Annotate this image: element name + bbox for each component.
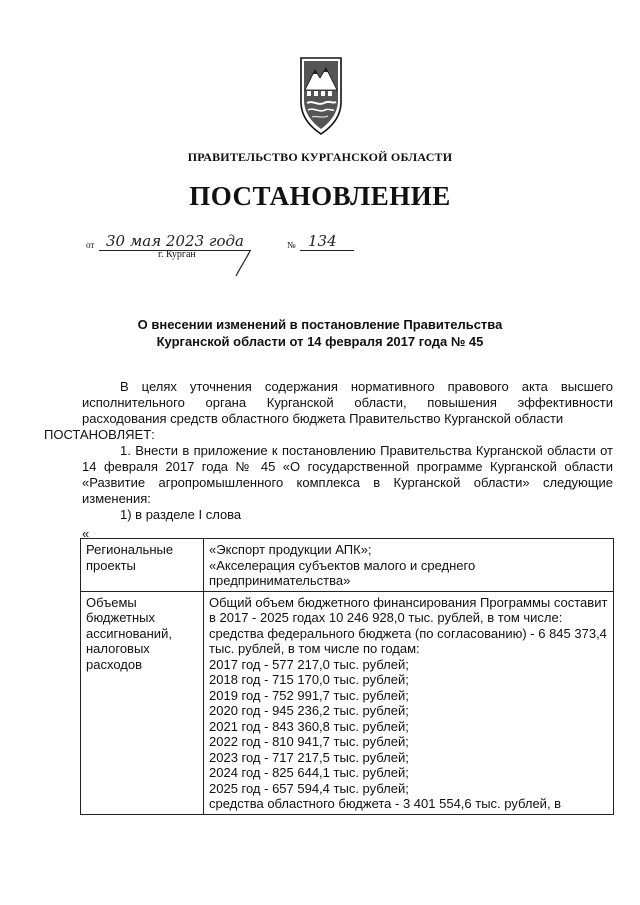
funding-year-line: 2024 год - 825 644,1 тыс. рублей; bbox=[209, 765, 409, 780]
preamble-text: В целях уточнения содержания нормативного правового акта высшего исполнительного органа Курганской области, повышения эффективности расходования средств областного бюджета Правительство Курганской области bbox=[82, 379, 613, 426]
date-prefix: от bbox=[86, 240, 95, 250]
table-row bbox=[81, 539, 614, 592]
city-label: г. Курган bbox=[158, 249, 196, 260]
number-underline bbox=[300, 250, 354, 251]
table-cell-value bbox=[204, 539, 614, 592]
funding-year-line: 2018 год - 715 170,0 тыс. рублей; bbox=[209, 672, 409, 687]
funding-year-line: 2023 год - 717 217,5 тыс. рублей; bbox=[209, 749, 409, 765]
handwritten-stroke bbox=[228, 250, 258, 278]
funding-total: Общий объем бюджетного финансирования Программы составит в 2017 - 2025 годах 10 246 928,0 тыс. рублей, в том числе: bbox=[209, 594, 608, 625]
funding-year-line: 2022 год - 810 941,7 тыс. рублей; bbox=[209, 734, 409, 749]
funding-year-line: 2020 год - 945 236,2 тыс. рублей; bbox=[209, 703, 409, 718]
document-type-title: ПОСТАНОВЛЕНИЕ bbox=[189, 181, 451, 211]
coat-of-arms-emblem bbox=[298, 56, 344, 136]
funding-federal: средства федерального бюджета (по согласованию) - 6 845 373,4 тыс. рублей, в том числе по годам: bbox=[209, 625, 607, 656]
document-subject bbox=[0, 316, 640, 350]
table-cell-label: Объемы бюджетных ассигнований, налоговых расходов bbox=[81, 591, 204, 814]
opening-quote: « bbox=[82, 526, 90, 541]
decree-word: ПОСТАНОВЛЯЕТ: bbox=[44, 427, 155, 442]
table-cell-value bbox=[204, 591, 614, 814]
funding-year-line: 2025 год - 657 594,4 тыс. рублей; bbox=[209, 780, 409, 796]
program-passport-table bbox=[80, 538, 614, 815]
regional-project-item: «Акселерация субъектов малого и среднего предпринимательства» bbox=[209, 557, 476, 588]
funding-year-line: 2017 год - 577 217,0 тыс. рублей; bbox=[209, 656, 409, 672]
subject-line-2: Курганской области от 14 февраля 2017 года № 45 bbox=[156, 334, 484, 349]
handwritten-number: 134 bbox=[308, 232, 337, 250]
subject-line-1: О внесении изменений в постановление Правительства bbox=[137, 317, 503, 332]
regional-project-item: «Экспорт продукции АПК»; bbox=[209, 542, 372, 557]
organization-title: ПРАВИТЕЛЬСТВО КУРГАНСКОЙ ОБЛАСТИ bbox=[187, 150, 453, 164]
item-1-paragraph: 1. Внести в приложение к постановлению Правительства Курганской области от 14 февраля 2017 года № 45 «О государственной программе Курганской области «Развитие агропромышленного комплекса в Курганской области» следующие изменения: bbox=[82, 443, 613, 506]
preamble-paragraph bbox=[44, 379, 613, 443]
funding-year-line: 2019 год - 752 991,7 тыс. рублей; bbox=[209, 687, 409, 703]
handwritten-date: 30 мая 2023 года bbox=[106, 232, 244, 250]
funding-regional: средства областного бюджета - 3 401 554,6 тыс. рублей, в bbox=[209, 796, 562, 811]
number-prefix: № bbox=[287, 240, 296, 250]
sub-item-paragraph: 1) в разделе I слова bbox=[120, 507, 242, 522]
table-cell-label: Региональные проекты bbox=[81, 539, 204, 592]
funding-year-line: 2021 год - 843 360,8 тыс. рублей; bbox=[209, 718, 409, 734]
table-row bbox=[81, 591, 614, 814]
